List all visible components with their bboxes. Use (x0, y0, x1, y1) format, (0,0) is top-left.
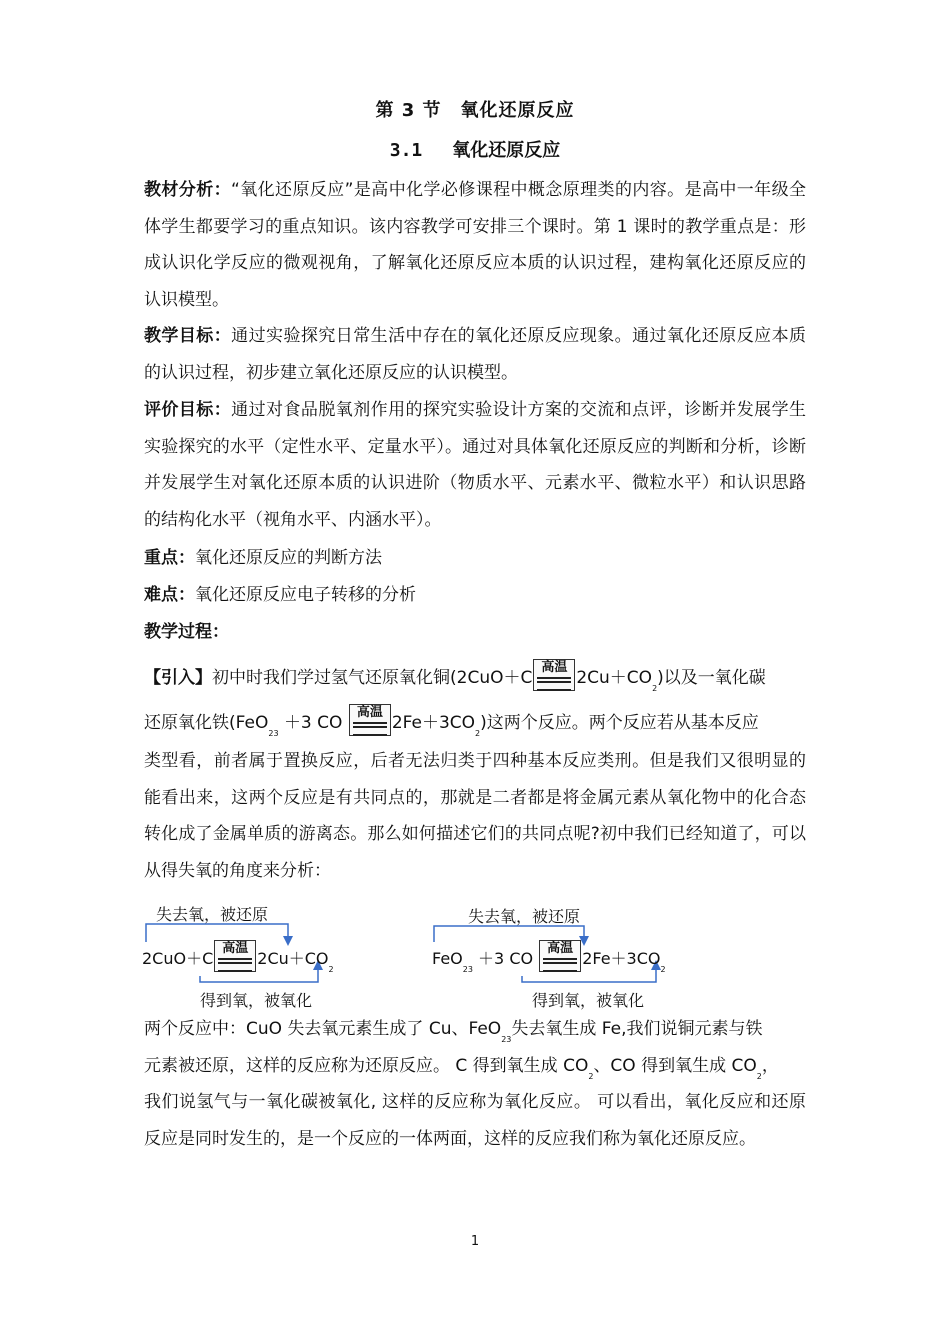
eq2-right: 2Fe＋3CO (582, 949, 661, 968)
gain-oxygen-label: 得到氧，被氧化 (200, 991, 313, 1010)
eq1-right: 2Cu＋CO (257, 949, 329, 968)
subscript: 3 (506, 1035, 512, 1044)
high-temp-condition-icon: 高温 (539, 940, 581, 972)
formula-o: O (254, 713, 269, 733)
formula-fe: Fe (432, 949, 451, 968)
eq1-left: 2CuO＋C (142, 949, 214, 968)
intro-line-2 (144, 704, 806, 740)
formula-3co: ＋3 CO (283, 713, 343, 733)
intro-text-1c: )以及一氧化碳 (657, 668, 766, 688)
intro-label: 【引入】 (144, 668, 212, 688)
subscript: 2 (328, 965, 334, 974)
analysis-text: “氧化还原反应”是高中化学必修课程中概念原理类的内容。是高中一年级全体学生都要学习的重点知识。该内容教学可安排三个课时。第 1 课时的教学重点是：形成认识化学反应的微观视角，了解氧化还原反应本质的认识过程，建构氧化还原反应的认识模型。 (144, 180, 806, 311)
analysis-paragraph (144, 172, 806, 319)
process-heading (144, 614, 806, 651)
key-point-paragraph (144, 540, 806, 577)
equation-1 (142, 940, 334, 974)
analysis-label: 教材分析： (144, 180, 232, 200)
formula-o: O (450, 949, 463, 968)
intro-line-1 (144, 659, 806, 695)
diff-label: 难点： (144, 585, 195, 605)
equation-2 (432, 940, 666, 974)
subsection-number: 3.1 (389, 140, 423, 161)
conclusion-line-1 (144, 1011, 806, 1047)
high-temp-condition-icon: 高温 (349, 704, 391, 736)
difficulty-paragraph (144, 577, 806, 614)
section-title: 第 3 节 氧化还原反应 (375, 100, 575, 121)
page-number: 1 (470, 1234, 480, 1249)
conclusion-line-2 (144, 1048, 806, 1084)
reaction-diagram-cuo (140, 898, 400, 1016)
process-label: 教学过程： (144, 622, 229, 642)
conclusion-text-2b: 、CO 得到氧生成 CO (593, 1056, 757, 1076)
formula-o: O (487, 1019, 502, 1039)
goal-paragraph (144, 318, 806, 391)
intro-paragraph (144, 743, 806, 890)
key-label: 重点： (144, 548, 195, 568)
conclusion-text-1a: 两个反应中：CuO 失去氧元素生成了 Cu、 (144, 1019, 469, 1039)
intro-text-2a: 还原氧化铁( (144, 713, 236, 733)
conclusion-paragraph (144, 1084, 806, 1157)
intro-text-1b: 2Cu＋CO (576, 668, 653, 688)
intro-text-1a: 初中时我们学过氢气还原氧化铜(2CuO＋C (212, 668, 533, 688)
eval-label: 评价目标： (144, 400, 232, 420)
eval-text: 通过对食品脱氧剂作用的探究实验设计方案的交流和点评，诊断并发展学生实验探究的水平（定性水平、定量水平）。通过对具体氧化还原反应的判断和分析，诊断并发展学生对氧化还原本质的认识进阶（物质水平、元素水平、微粒水平）和认识思路的结构化水平（视角水平、内涵水平）。 (144, 400, 807, 531)
subscript: 2 (268, 729, 274, 738)
goal-label: 教学目标： (144, 326, 232, 346)
subscript: 2 (652, 684, 658, 693)
intro-text-2c: )这两个反应。两个反应若从基本反应 (480, 713, 759, 733)
lose-oxygen-label: 失去氧，被还原 (156, 905, 269, 924)
key-text: 氧化还原反应的判断方法 (195, 548, 382, 568)
subscript: 3 (467, 965, 473, 974)
subscript: 2 (660, 965, 666, 974)
formula-3co: ＋3 CO (478, 949, 534, 968)
conclusion-text-1b: 失去氧生成 Fe,我们说铜元素与铁 (511, 1019, 763, 1039)
subscript: 2 (756, 1072, 762, 1081)
lose-oxygen-label: 失去氧，被还原 (468, 907, 581, 926)
subsection-text: 氧化还原反应 (452, 140, 561, 161)
subscript: 2 (475, 729, 481, 738)
conclusion-text-2a: 元素被还原，这样的反应称为还原反应。 C 得到氧生成 CO (144, 1056, 589, 1076)
subscript: 2 (462, 965, 468, 974)
subscript: 2 (501, 1035, 507, 1044)
subscript: 2 (588, 1072, 594, 1081)
conclusion-rest: 我们说氢气与一氧化碳被氧化, 这样的反应称为氧化反应。 可以看出，氧化反应和还原反应是同时发生的，是一个反应的一体两面，这样的反应我们称为氧化还原反应。 (144, 1092, 806, 1149)
formula-fe: Fe (235, 713, 255, 733)
high-temp-condition-icon: 高温 (214, 940, 256, 972)
subscript: 3 (273, 729, 279, 738)
intro-text-2b: 2Fe＋3CO (391, 713, 476, 733)
reaction-diagram-fe2o3 (428, 898, 698, 1016)
conclusion-text-2c: ， (761, 1056, 779, 1076)
eval-paragraph (144, 392, 806, 539)
diff-text: 氧化还原反应电子转移的分析 (195, 585, 416, 605)
high-temp-condition-icon: 高温 (533, 659, 575, 691)
gain-oxygen-label: 得到氧，被氧化 (532, 991, 645, 1010)
subsection-title (0, 136, 950, 162)
formula-fe: Fe (468, 1019, 488, 1039)
intro-rest: 类型看，前者属于置换反应，后者无法归类于四种基本反应类刑。但是我们又很明显的能看出来，这两个反应是有共同点的，那就是二者都是将金属元素从氧化物中的化合态转化成了金属单质的游离态。那么如何描述它们的共同点呢?初中我们已经知道了，可以从得失氧的角度来分析： (144, 751, 806, 882)
goal-text: 通过实验探究日常生活中存在的氧化还原反应现象。通过氧化还原反应本质的认识过程，初步建立氧化还原反应的认识模型。 (144, 326, 807, 383)
